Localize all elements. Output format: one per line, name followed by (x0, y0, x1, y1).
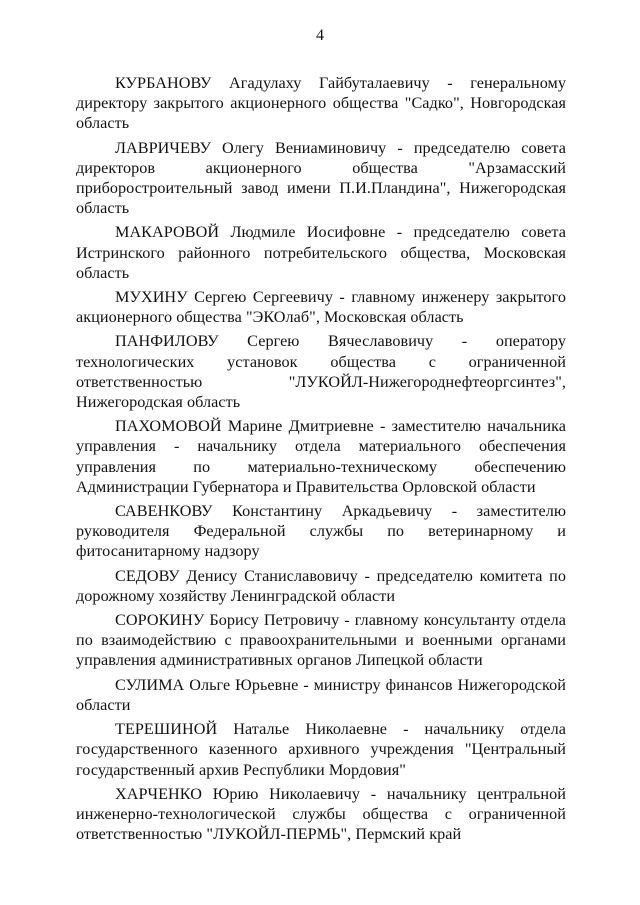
award-entry-makarova: МАКАРОВОЙ Людмиле Иосифовне - председателю совета Истринского районного потребительского общества, Московская область (76, 223, 566, 282)
award-list (76, 73, 566, 848)
award-entry-pakhomova: ПАХОМОВОЙ Марине Дмитриевне - заместителю начальника управления - начальнику отдела материального обеспечения управления по материально-техническому обеспечению Администрации Губернатора и Правительства Орловской области (76, 417, 566, 496)
award-entry-sulima: СУЛИМА Ольге Юрьевне - министру финансов Нижегородской области (76, 675, 566, 714)
award-entry-lavrichev: ЛАВРИЧЕВУ Олегу Вениаминовичу - председателю совета директоров акционерного общества "Арзамасский приборостроительный завод имени П.И.Пландина", Нижегородская область (76, 138, 566, 218)
page-number: 4 (316, 27, 324, 44)
award-entry-sorokin: СОРОКИНУ Борису Петровичу - главному консультанту отдела по взаимодействию с правоохранительными и военными органами управления административных органов Липецкой области (76, 611, 566, 670)
award-entry-mukhin: МУХИНУ Сергею Сергеевичу - главному инженеру закрытого акционерного общества "ЭКОлаб", Московская область (76, 288, 566, 327)
award-entry-tereshina: ТЕРЕШИНОЙ Наталье Николаевне - начальнику отдела государственного казенного архивного учреждения "Центральный государственный архив Республики Мордовия" (76, 720, 566, 779)
award-entry-panfilov: ПАНФИЛОВУ Сергею Вячеславовичу - оператору технологических установок общества с ограниченной ответственностью "ЛУКОЙЛ-Нижегороднефтеоргсинтез", Нижегородская область (76, 332, 566, 412)
award-entry-kharchenko: ХАРЧЕНКО Юрию Николаевичу - начальнику центральной инженерно-технологической службы общества с ограниченной ответственностью "ЛУКОЙЛ-ПЕРМЬ", Пермский край (76, 784, 566, 844)
award-entry-sedov: СЕДОВУ Денису Станиславовичу - председателю комитета по дорожному хозяйству Ленинградской области (76, 566, 566, 605)
award-entry-savenkov: САВЕНКОВУ Константину Аркадьевичу - заместителю руководителя Федеральной службы по ветеринарному и фитосанитарному надзору (76, 502, 566, 561)
award-entry-kurbanov: КУРБАНОВУ Агадулаху Гайбуталаевичу - генеральному директору закрытого акционерного общества "Садко", Новгородская область (76, 74, 566, 133)
